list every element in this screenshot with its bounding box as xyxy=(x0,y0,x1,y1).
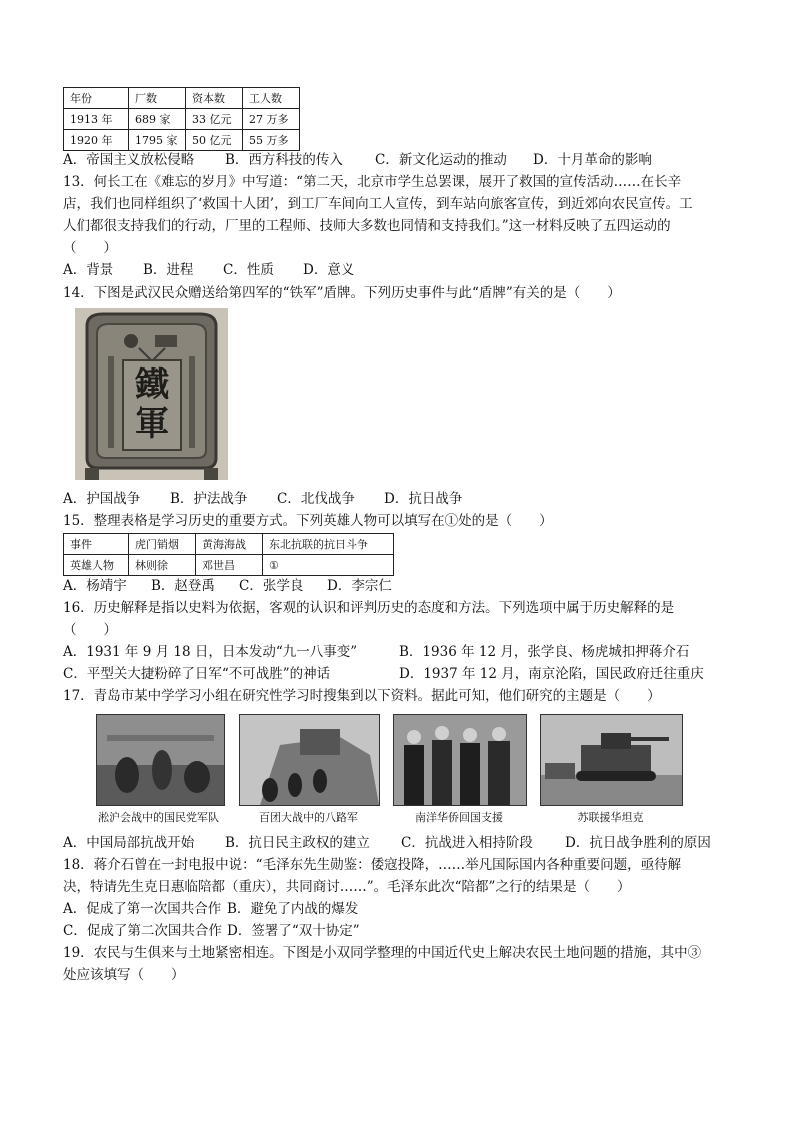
option-a[interactable]: A．护国战争 xyxy=(63,491,141,507)
q19-stem-line-1: 19．农民与生俱来与土地紧密相连。下图是小双同学整理的中国近代史上解决农民土地问题的措施，其中③ xyxy=(63,945,702,961)
q17-stem: 17．青岛市某中学学习小组在研究性学习时搜集到以下资料。据此可知，他们研究的主题是（ ） xyxy=(63,688,661,704)
option-d[interactable]: D．签署了“双十协定” xyxy=(227,923,360,939)
option-d[interactable]: D．抗日战争 xyxy=(384,491,463,507)
table-cell: 工人数 xyxy=(243,88,300,109)
option-b[interactable]: B．1936 年 12 月，张学良、杨虎城扣押蒋介石 xyxy=(399,644,690,660)
table-cell: 1920 年 xyxy=(64,130,129,151)
table-cell: 林则徐 xyxy=(129,555,196,576)
option-c[interactable]: C．促成了第二次国共合作 xyxy=(63,923,222,939)
option-b[interactable]: B．赵登禹 xyxy=(151,578,215,594)
option-a[interactable]: A．促成了第一次国共合作 xyxy=(63,901,222,917)
option-a[interactable]: A．帝国主义放松侵略 xyxy=(63,152,195,168)
option-d[interactable]: D．意义 xyxy=(303,262,355,278)
table-row xyxy=(64,109,300,130)
q17-options xyxy=(63,833,711,853)
table-cell: 27 万多 xyxy=(243,109,300,130)
q18-options-row-1 xyxy=(63,899,358,919)
table-cell: 东北抗联的抗日斗争 xyxy=(263,534,394,555)
photo-hundred-regiments xyxy=(239,714,380,806)
option-c[interactable]: C．性质 xyxy=(223,262,274,278)
option-a[interactable]: A．杨靖宇 xyxy=(63,578,127,594)
option-b[interactable]: B．进程 xyxy=(143,262,194,278)
table-cell: 虎门销烟 xyxy=(129,534,196,555)
q13-stem-line-2: 店，我们也同样组织了‘救国十人团’，到工厂车间向工人宣传，到车站向旅客宣传，到近郊向农民宣传。工 xyxy=(63,196,693,212)
option-d[interactable]: D．李宗仁 xyxy=(327,578,392,594)
option-c[interactable]: C．抗战进入相持阶段 xyxy=(401,835,533,851)
option-a[interactable]: A．中国局部抗战开始 xyxy=(63,835,195,851)
option-c[interactable]: C．张学良 xyxy=(239,578,304,594)
option-c[interactable]: C．北伐战争 xyxy=(277,491,355,507)
table-cell: 英雄人物 xyxy=(64,555,129,576)
table-cell: 1795 家 xyxy=(129,130,186,151)
option-b[interactable]: B．护法战争 xyxy=(170,491,248,507)
q16-stem: 16．历史解释是指以史料为依据，客观的认识和评判历史的态度和方法。下列选项中属于历史解释的是 xyxy=(63,600,675,616)
q15-options xyxy=(63,576,392,596)
photo-songhu-battle xyxy=(96,714,225,806)
table-cell: 资本数 xyxy=(186,88,243,109)
q13-stem-line-1: 13．何长工在《难忘的岁月》中写道：“第二天，北京市学生总罢课，展开了救国的宣传活动……在长辛 xyxy=(63,174,682,190)
shield-character-2: 軍 xyxy=(135,404,169,444)
table-cell: 33 亿元 xyxy=(186,109,243,130)
option-d[interactable]: D．十月革命的影响 xyxy=(533,152,652,168)
caption-songhu: 淞沪会战中的国民党军队 xyxy=(98,811,219,824)
table-cell: 1913 年 xyxy=(64,109,129,130)
q12-options xyxy=(63,150,652,170)
option-a[interactable]: A．1931 年 9 月 18 日，日本发动“九一八事变” xyxy=(63,644,358,660)
q18-stem-line-2: 决，特请先生克日惠临陪都（重庆），共同商讨……”。毛泽东此次“陪都”之行的结果是（ ） xyxy=(63,879,631,895)
table-header-row xyxy=(64,534,394,555)
option-d[interactable]: D．抗日战争胜利的原因 xyxy=(565,835,711,851)
shield-photo xyxy=(75,308,228,480)
photo-soviet-tanks xyxy=(540,714,683,806)
table-cell: 50 亿元 xyxy=(186,130,243,151)
q16-options-row-2 xyxy=(63,664,704,684)
q13-options xyxy=(63,260,354,280)
table-cell: ① xyxy=(263,555,394,576)
q13-answer-paren: （ ） xyxy=(63,240,117,256)
q16-options-row-1 xyxy=(63,642,689,662)
table-row xyxy=(64,130,300,151)
q16-answer-paren: （ ） xyxy=(63,622,117,638)
option-c[interactable]: C．平型关大捷粉碎了日军“不可战胜”的神话 xyxy=(63,666,331,682)
option-d[interactable]: D．1937 年 12 月，南京沦陷，国民政府迁往重庆 xyxy=(399,666,704,682)
table-cell: 邓世昌 xyxy=(196,555,263,576)
q12-table xyxy=(63,87,300,151)
q14-options xyxy=(63,489,462,509)
q15-table xyxy=(63,533,394,576)
q19-stem-line-2: 处应该填写（ ） xyxy=(63,967,185,983)
q18-options-row-2 xyxy=(63,921,360,941)
table-cell: 厂数 xyxy=(129,88,186,109)
q18-stem-line-1: 18．蒋介石曾在一封电报中说：“毛泽东先生勋鉴：倭寇投降，……举凡国际国内各种重要问题，亟待解 xyxy=(63,857,682,873)
option-b[interactable]: B．避免了内战的爆发 xyxy=(227,901,359,917)
caption-hundred-regiments: 百团大战中的八路军 xyxy=(259,811,358,824)
table-cell: 事件 xyxy=(64,534,129,555)
option-b[interactable]: B．西方科技的传入 xyxy=(225,152,343,168)
table-cell: 689 家 xyxy=(129,109,186,130)
caption-overseas-chinese: 南洋华侨回国支援 xyxy=(415,811,503,824)
caption-soviet-tanks: 苏联援华坦克 xyxy=(577,811,644,824)
option-c[interactable]: C．新文化运动的推动 xyxy=(375,152,507,168)
option-a[interactable]: A．背景 xyxy=(63,262,114,278)
shield-character-1: 鐵 xyxy=(135,365,169,405)
table-cell: 55 万多 xyxy=(243,130,300,151)
q14-stem: 14．下图是武汉民众赠送给第四军的“铁军”盾牌。下列历史事件与此“盾牌”有关的是（ ） xyxy=(63,285,621,301)
option-b[interactable]: B．抗日民主政权的建立 xyxy=(225,835,370,851)
table-cell: 黄海海战 xyxy=(196,534,263,555)
table-row xyxy=(64,555,394,576)
table-cell: 年份 xyxy=(64,88,129,109)
photo-overseas-chinese xyxy=(393,714,527,806)
q13-stem-line-3: 人们都很支持我们的行动，厂里的工程师、技师大多数也同情和支持我们。”这一材料反映了五四运动的 xyxy=(63,218,671,234)
table-header-row xyxy=(64,88,300,109)
q15-stem: 15．整理表格是学习历史的重要方式。下列英雄人物可以填写在①处的是（ ） xyxy=(63,513,553,529)
